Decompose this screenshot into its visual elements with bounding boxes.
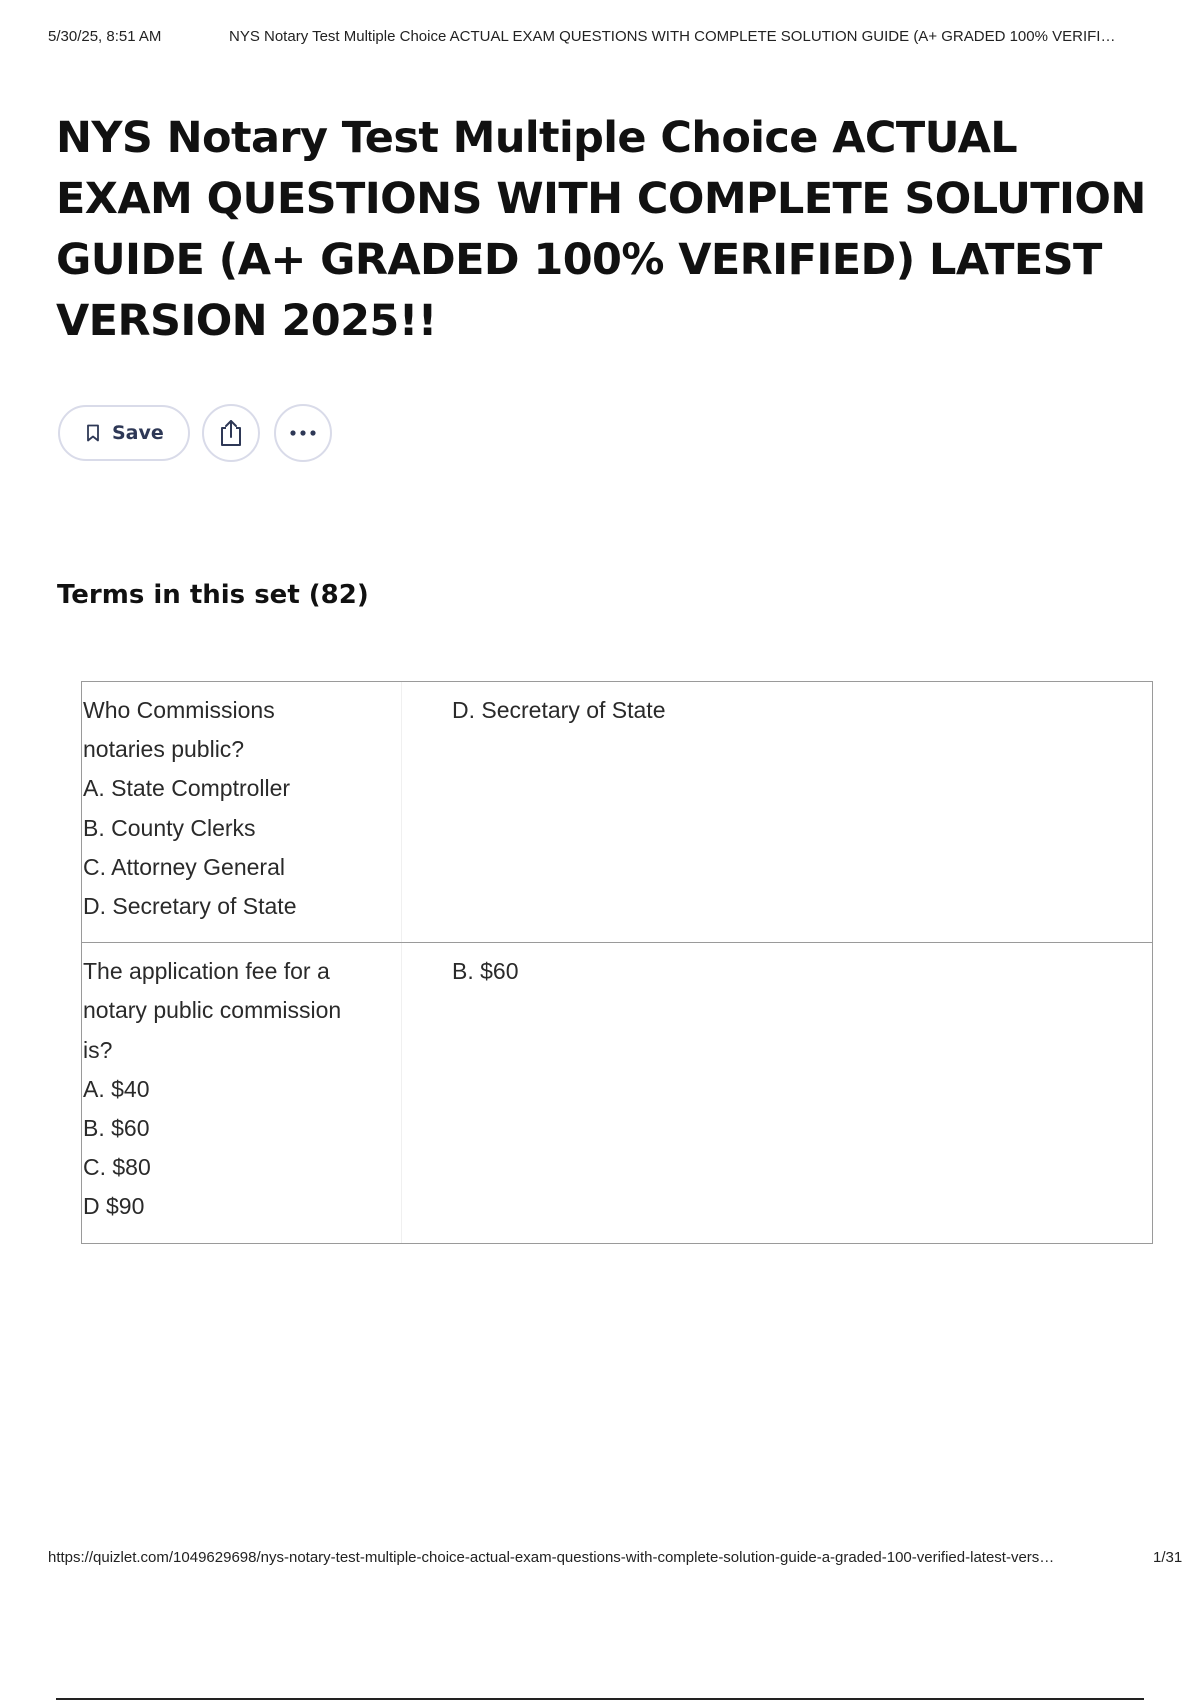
page-url: https://quizlet.com/1049629698/nys-notary-test-multiple-choice-actual-exam-questions-with-complete-solution-guide-a-graded-100-verified-latest-vers… xyxy=(48,1549,1055,1566)
print-doc-title: NYS Notary Test Multiple Choice ACTUAL EXAM QUESTIONS WITH COMPLETE SOLUTION GUIDE (A+ GRADED 100% VERIFI… xyxy=(229,28,1116,45)
print-header xyxy=(48,28,1188,45)
share-button[interactable] xyxy=(202,404,260,462)
question-line: notary public commission xyxy=(83,997,342,1024)
question-option: D $90 xyxy=(83,1193,145,1220)
print-footer xyxy=(48,1549,1188,1566)
question-line: Who Commissions xyxy=(83,697,275,723)
question-line: is? xyxy=(83,1036,113,1063)
print-date: 5/30/25, 8:51 AM xyxy=(48,28,162,45)
question-option: C. $80 xyxy=(83,1154,151,1181)
terms-heading: Terms in this set (82) xyxy=(57,580,369,610)
term-question xyxy=(82,682,402,942)
question-option: A. $40 xyxy=(83,1075,150,1102)
page-number: 1/31 xyxy=(1153,1549,1183,1566)
question-option: C. Attorney General xyxy=(83,853,285,880)
terms-table xyxy=(81,681,1153,1244)
term-answer: B. $60 xyxy=(452,958,519,985)
term-row xyxy=(82,682,1152,942)
save-button-label: Save xyxy=(112,422,164,444)
term-answer: D. Secretary of State xyxy=(452,697,666,723)
question-option: B. $60 xyxy=(83,1115,150,1142)
question-option: D. Secretary of State xyxy=(83,893,297,920)
action-bar xyxy=(58,404,332,462)
bookmark-icon xyxy=(86,424,100,442)
question-option: A. State Comptroller xyxy=(83,775,291,802)
share-icon xyxy=(218,418,244,448)
more-options-button[interactable] xyxy=(274,404,332,462)
term-row xyxy=(82,942,1152,1242)
page-title: NYS Notary Test Multiple Choice ACTUAL EXAM QUESTIONS WITH COMPLETE SOLUTION GUIDE (A+ GRADED 100% VERIFIED) LATEST VERSION 2025!! xyxy=(56,113,1146,346)
question-option: B. County Clerks xyxy=(83,814,256,841)
more-icon xyxy=(289,429,317,437)
question-line: The application fee for a xyxy=(83,958,330,985)
term-question xyxy=(82,943,402,1242)
question-line: notaries public? xyxy=(83,736,245,763)
save-button[interactable] xyxy=(58,405,190,461)
